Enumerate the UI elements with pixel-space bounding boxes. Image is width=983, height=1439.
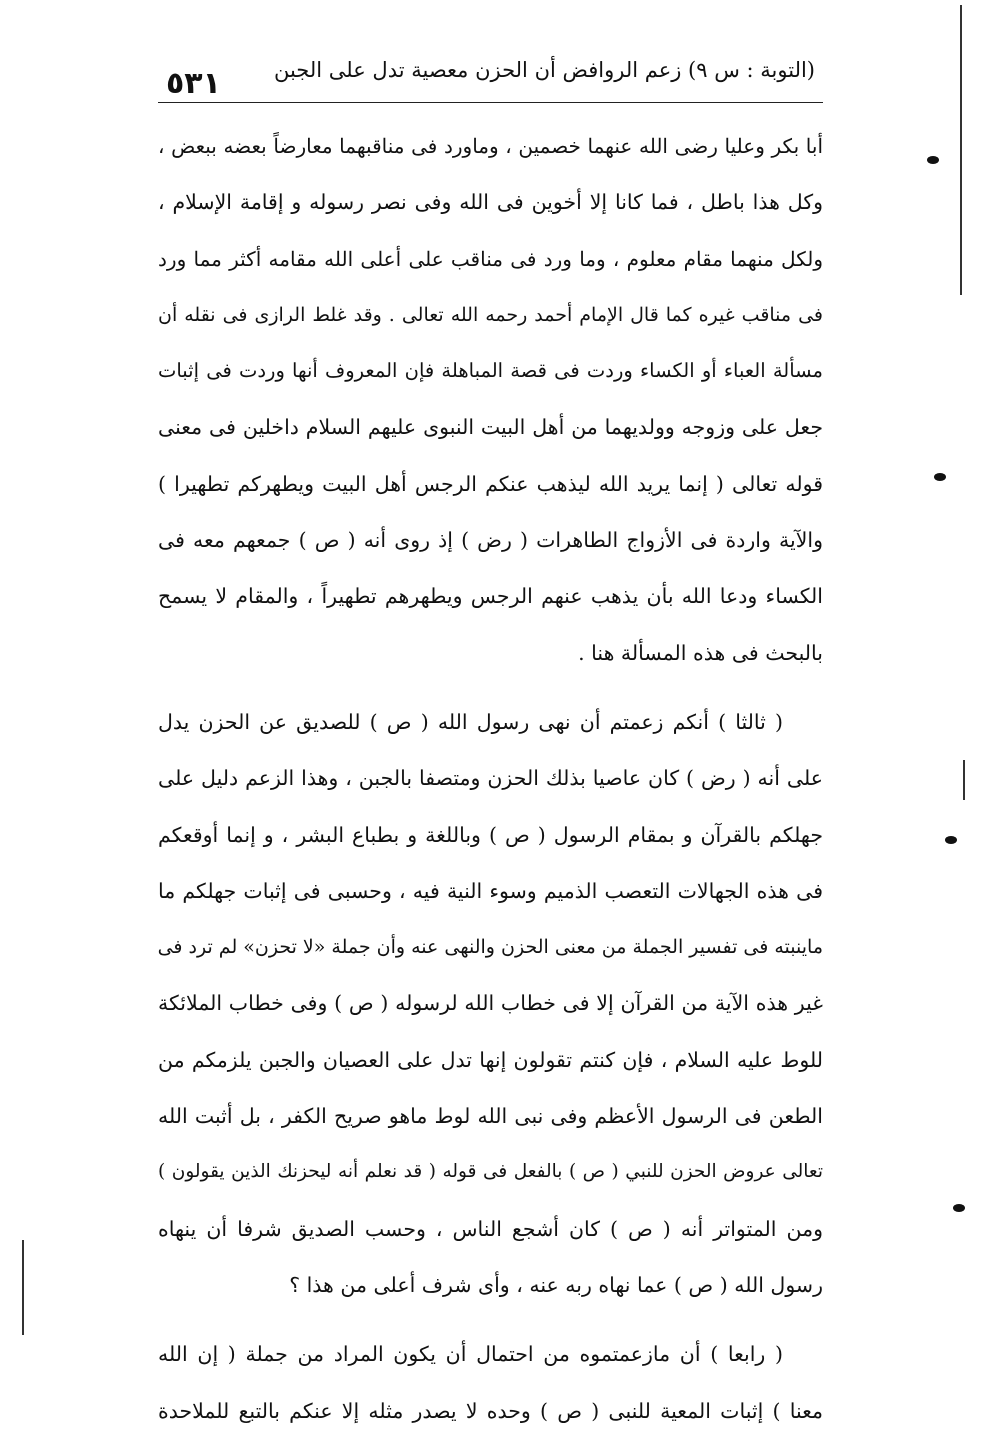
text-line: ماينبته فى تفسير الجملة من معنى الحزن والنهى عنه وأن جملة «لا تحزن» لم ترد فى [157, 936, 823, 959]
text-line: والآية واردة فى الأزواج الطاهرات ( رض ) إذ روى أنه ( ص ) جمعهم معه فى [158, 528, 823, 553]
text-line: معنا ) إثبات المعية للنبى ( ص ) وحده لا يصدر مثله إلا عنكم بالتبع للملاحدة [158, 1398, 823, 1423]
running-title: (التوبة : س ٩) زعم الروافض أن الحزن معصية تدل على الجبن [273, 58, 815, 82]
paragraph-2 [158, 694, 823, 1313]
paragraph-spacer [158, 1313, 823, 1326]
text-line: ولكل منهما مقام معلوم ، وما ورد فى مناقب على أعلى الله مقامه أكثر مما ورد [158, 246, 823, 271]
body-text [158, 118, 823, 1439]
binding-hole-mark [945, 836, 957, 844]
text-line: على أنه ( رض ) كان عاصيا بذلك الحزن ومتصفا بالجبن ، وهذا الزعم دليل على [158, 766, 823, 791]
text-line: أبا بكر وعليا رضى الله عنهما خصمين ، وماورد فى مناقبهما معارضاً بعضه ببعض ، [158, 134, 823, 158]
text-line: فى هذه الجهالات التعصب الذميم وسوء النية فيه ، وحسبى فى إثبات جهلكم ما [158, 878, 823, 903]
text-line: مسألة العباء أو الكساء وردت فى قصة المباهلة فإن المعروف أنها وردت فى إثبات [158, 359, 823, 383]
binding-hole-mark [934, 473, 946, 481]
margin-rule [22, 1240, 24, 1335]
binding-hole-mark [953, 1204, 965, 1212]
text-line: رسول الله ( ص ) عما نهاه ربه عنه ، وأى شرف أعلى من هذا ؟ [289, 1272, 823, 1297]
paragraph-3 [158, 1326, 823, 1439]
binding-hole-mark [927, 156, 939, 164]
text-line: بالبحث فى هذه المسألة هنا . [578, 640, 823, 665]
text-line: الكساء ودعا الله بأن يذهب عنهم الرجس ويطهرهم تطهيراً ، والمقام لا يسمح [158, 584, 823, 609]
text-line: جهلكم بالقرآن و بمقام الرسول ( ص ) وباللغة و بطباع البشر ، و إنما أوقعكم [158, 822, 823, 847]
page-number: ٥٣١ [166, 66, 221, 101]
text-line: جعل على وزوجه وولديهما من أهل البيت النبوى عليهم السلام داخلين فى معنى [158, 415, 823, 440]
paragraph-1 [158, 118, 823, 681]
text-line: قوله تعالى ( إنما يريد الله ليذهب عنكم الرجس أهل البيت ويطهركم تطهيرا ) [158, 471, 823, 496]
margin-rule [960, 5, 962, 295]
text-line: ومن المتواتر أنه ( ص ) كان أشجع الناس ، وحسب الصديق شرفا أن ينهاه [158, 1216, 823, 1241]
text-line: تعالى عروض الحزن للنبي ( ص ) بالفعل فى قوله ( قد نعلم أنه ليحزنك الذين يقولون ) [158, 1161, 823, 1183]
paragraph-spacer [158, 681, 823, 694]
text-line: وكل هذا باطل ، فما كانا إلا أخوين فى الله وفى نصر رسوله و إقامة الإسلام ، [158, 190, 823, 215]
margin-rule [963, 760, 965, 800]
text-line: فى مناقب غيره كما قال الإمام أحمد رحمه الله تعالى . وقد غلط الرازى فى نقله أن [158, 303, 823, 326]
text-line: للوط عليه السلام ، فإن كنتم تقولون إنها تدل على العصيان والجبن يلزمكم من [158, 1047, 823, 1072]
text-line: الطعن فى الرسول الأعظم وفى نبى الله لوط ماهو صريح الكفر ، بل أثبت الله [158, 1104, 823, 1129]
text-line: ( ثالثا ) أنكم زعمتم أن نهى رسول الله ( ص ) للصديق عن الحزن يدل [158, 709, 783, 734]
text-line: ( رابعا ) أن مازعمتموه من احتمال أن يكون المراد من جملة ( إن الله [158, 1342, 783, 1367]
page-header [158, 52, 823, 103]
text-line: غير هذه الآية من القرآن إلا فى خطاب الله لرسوله ( ص ) وفى خطاب الملائكة [158, 991, 823, 1016]
